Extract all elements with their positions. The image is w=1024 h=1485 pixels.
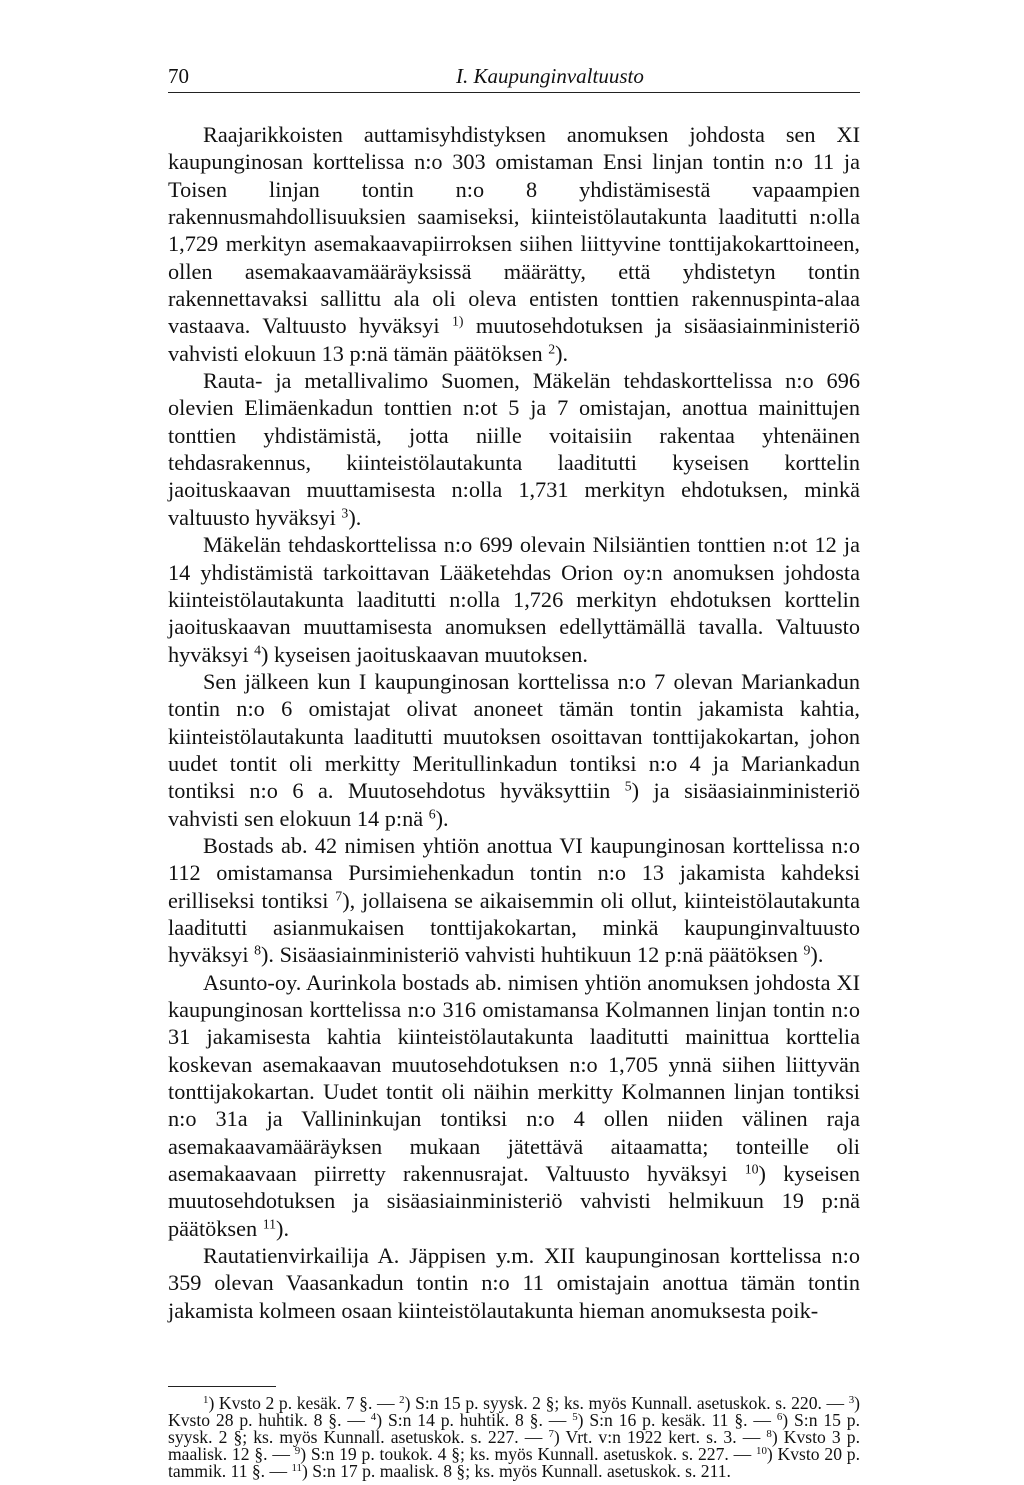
text-run: ) Kvsto 3 p. maalisk. 12 §. —: [168, 1427, 860, 1465]
footnote-marker: 7: [335, 888, 343, 904]
footnote-marker: 9: [294, 1445, 301, 1458]
footnote-marker: 4: [254, 641, 261, 657]
footnote-marker: 2: [399, 1394, 405, 1406]
paragraph: [168, 1242, 860, 1324]
footnote-marker: 3: [341, 505, 349, 521]
footnote-marker: 8: [766, 1428, 772, 1441]
paragraph: [168, 121, 860, 367]
text-run: Raajarikkoisten auttamisyhdistyksen anomuksen johdosta sen XI kaupunginosan korttelissa n:o 303 omistaman Ensi linjan tontin n:o 11 ja Toisen linjan tontin n:o 8 yhdistämisestä vapaampien rakennusmahdollisuuksien saamiseksi, kiinteistölautakunta laaditutti n:olla 1,729 merkityn asemakaavapiirroksen siihen liittyvine tonttijakokarttoineen, ollen asemakaavamääräyksissä määrätty, että yhdistetyn tontin rakennettavaksi sallittu ala oli oleva entisten tonttien rakennuspinta-alaa vastaava. Valtuusto hyväksyi: [168, 122, 860, 339]
text-run: ) Kvsto 28 p. huhtik. 8 §. —: [168, 1393, 860, 1431]
page-header: [168, 62, 860, 93]
text-run: muutosehdotuksen ja sisäasiainministeriö vahvisti elokuun 13 p:nä tämän päätöksen: [168, 313, 860, 366]
footnote-marker: 6: [776, 1411, 783, 1424]
footnote-marker: 11: [262, 1216, 277, 1232]
running-head: I. Kaupunginvaltuusto: [456, 64, 644, 88]
text-run: ).: [348, 504, 362, 530]
footnote-marker: 1): [451, 313, 464, 329]
text-run: ) S:n 14 p. huhtik. 8 §. —: [376, 1410, 573, 1431]
text-run: Asunto-oy. Aurinkola bostads ab. nimisen yhtiön anomuksen johdosta XI kaupunginosan korttelissa n:o 316 omistamansa Kolmannen linjan tontin n:o 31 jakamisesta kahtia kiinteistölautakunta laaditutti mainittua korttelia koskevan asemakaavan muutosehdotuksen n:o 1,705 ynnä siihen liittyvän tonttijakokartan. Uudet tontit oli näihin merkitty Kolmannen linjan tontiksi n:o 31a ja Vallininkujan tontiksi n:o 4 ollen niiden välinen raja asemakaavamääräyksen mukaan jätettävä aitaamatta; tonteille oli asemakaavaan piirretty rakennusrajat. Valtuusto hyväksyi: [168, 969, 860, 1187]
page-number: 70: [168, 64, 189, 88]
text-run: ) kyseisen muutosehdotuksen ja sisäasiainministeriö vahvisti helmikuun 19 p:nä päätöksen: [168, 1161, 860, 1241]
footnote-marker: 4: [370, 1411, 377, 1424]
body-text: [168, 121, 860, 1324]
text-run: ).: [810, 942, 824, 968]
text-run: Rauta- ja metallivalimo Suomen, Mäkelän tehdaskorttelissa n:o 696 olevien Elimäenkadun tonttien n:ot 5 ja 7 omistajan, anottua mainittujen tonttien yhdistämistä, jotta niille voitaisiin rakentaa yhtenäinen tehdasrakennus, kiinteistölautakunta laaditutti kyseisen korttelin jaoituskaavan muuttamisesta n:olla 1,731 merkityn ehdotuksen, minkä valtuusto hyväksyi: [168, 368, 860, 530]
text-run: ).: [276, 1215, 290, 1241]
footnote-marker: 9: [803, 942, 811, 958]
paragraph: [168, 832, 860, 969]
paragraph: [168, 531, 860, 668]
text-run: ) S:n 16 p. kesäk. 11 §. —: [577, 1410, 777, 1431]
text-run: Sen jälkeen kun I kaupunginosan korttelissa n:o 7 olevan Mariankadun tontin n:o 6 omistajat olivat anoneet tämän tontin jakamista kahtia, kiinteistölautakunta laaditutti muutoksen osoittavan tonttijakokartan, johon uudet tontit oli merkitty Meritullinkadun tontiksi n:o 4 ja Mariankadun tontiksi n:o 6 a. Muutosehdotus hyväksyttiin: [168, 668, 860, 804]
text-run: ) kyseisen jaoituskaavan muutoksen.: [261, 641, 588, 667]
footnote-marker: 8: [254, 942, 261, 958]
text-run: Bostads ab. 42 nimisen yhtiön anottua VI kaupunginosan korttelissa n:o 112 omistamansa Pursimiehenkadun tontin n:o 13 jakamista kahdeksi erilliseksi tontiksi: [168, 832, 860, 913]
text-run: ) ja sisäasiainministeriö vahvisti sen elokuun 14 p:nä: [168, 778, 860, 831]
footnote-marker: 3: [848, 1394, 855, 1406]
footnote-marker: 5: [624, 778, 632, 794]
paragraph: [168, 668, 860, 832]
text-run: ) Kvsto 2 p. kesäk. 7 §. —: [208, 1393, 400, 1413]
footnote-marker: 2: [548, 341, 556, 357]
footnote-marker: 6: [428, 806, 436, 821]
text-run: ). Sisäasiainministeriö vahvisti huhtikuun 12 p:nä päätöksen: [261, 942, 804, 968]
footnote-marker: 10: [755, 1445, 767, 1458]
footnote-marker: 5: [572, 1411, 578, 1424]
text-run: Mäkelän tehdaskorttelissa n:o 699 olevain Nilsiäntien tonttien n:ot 12 ja 14 yhdistämistä tarkoittavan Lääketehdas Orion oy:n anomuksen johdosta kiinteistölautakunta laaditutti n:olla 1,726 merkityn ehdotuksen korttelin jaoituskaavan muuttamisesta anomuksen edellyttämällä tavalla. Valtuusto hyväksyi: [168, 532, 860, 667]
text-run: ) S:n 17 p. maalisk. 8 §; ks. myös Kunnall. asetuskok. s. 211.: [302, 1461, 731, 1482]
footnote-divider: [168, 1386, 276, 1387]
footnote-marker: 7: [548, 1428, 554, 1441]
text-run: ).: [555, 340, 569, 366]
text-run: ) S:n 15 p. syysk. 2 §; ks. myös Kunnall. asetuskok. s. 220. —: [404, 1393, 849, 1413]
text-run: ).: [435, 805, 449, 831]
footnote-marker: 1: [203, 1394, 209, 1406]
paragraph: [168, 969, 860, 1242]
footnote-marker: 10: [744, 1161, 759, 1177]
footnote-marker: 11: [291, 1462, 302, 1475]
text-run: ) Kvsto 20 p. tammik. 11 §. —: [168, 1444, 860, 1482]
text-run: Rautatienvirkailija A. Jäppisen y.m. XII kaupunginosan korttelissa n:o 359 olevan Vaasankadun tontin n:o 11 omistajain anottua tämän tontin jakamista kolmeen osaan kiinteistölautakunta hieman anomuksesta poik-: [168, 1243, 860, 1323]
paragraph: [168, 367, 860, 531]
footnotes: [168, 1395, 860, 1480]
text-run: ) S:n 15 p. syysk. 2 §; ks. myös Kunnall. asetuskok. s. 227. —: [168, 1410, 860, 1448]
text-run: ) S:n 19 p. toukok. 4 §; ks. myös Kunnall. asetuskok. s. 227. —: [300, 1444, 756, 1465]
text-run: ), jollaisena se aikaisemmin oli ollut, kiinteistölautakunta laaditutti asianmukaisen tonttijakokartan, minkä kaupunginvaltuusto hyväksyi: [168, 887, 861, 968]
text-run: ) Vrt. v:n 1922 kert. s. 3. —: [553, 1427, 767, 1448]
